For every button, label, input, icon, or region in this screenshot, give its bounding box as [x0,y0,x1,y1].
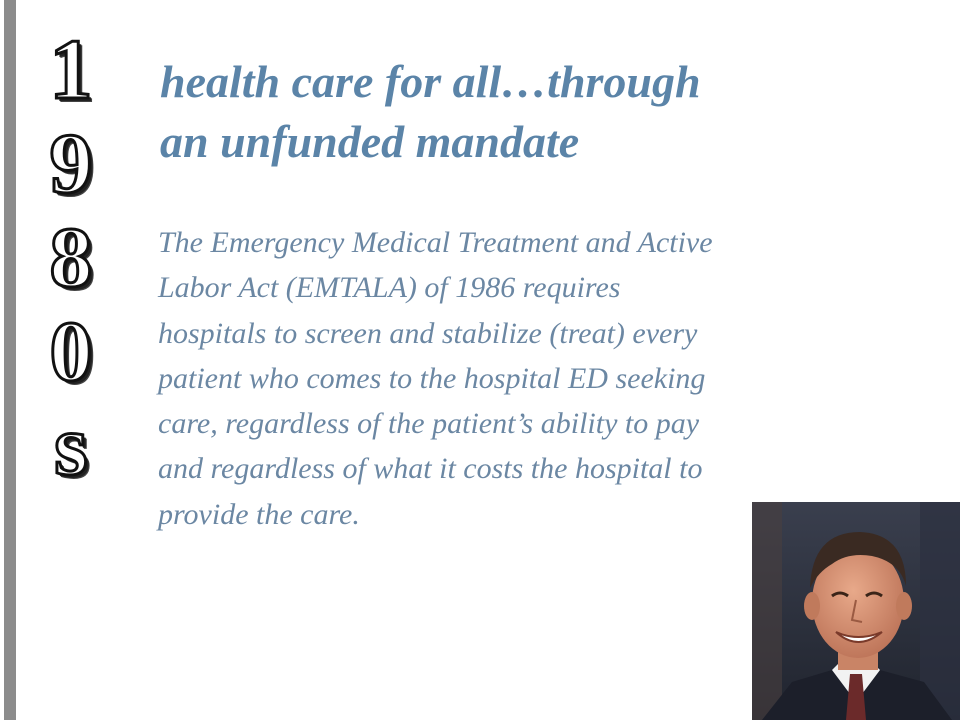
body-line: care, regardless of the patient’s ability to pay [158,407,700,441]
body-line: Labor Act (EMTALA) of 1986 requires [158,271,621,305]
slide-title [160,52,860,172]
body-line: and regardless of what it costs the hospital to [158,452,703,486]
body-paragraph [158,220,858,537]
decade-char: 8 [49,209,93,305]
body-line: The Emergency Medical Treatment and Active [158,226,713,259]
decade-char: 0 [49,303,93,399]
title-line: an unfunded mandate [160,116,580,167]
title-line: health care for all…through [160,56,701,107]
body-line: provide the care. [158,497,360,531]
decade-char: s [54,397,88,493]
portrait-photo [752,502,960,720]
body-line: hospitals to screen and stabilize (treat) every [158,316,698,350]
side-bar [4,0,16,720]
decade-char: 1 [49,21,93,117]
body-line: patient who comes to the hospital ED seeking [158,361,706,395]
decade-char: 9 [49,115,93,211]
decade-label [26,22,116,492]
portrait-illustration [752,502,960,720]
